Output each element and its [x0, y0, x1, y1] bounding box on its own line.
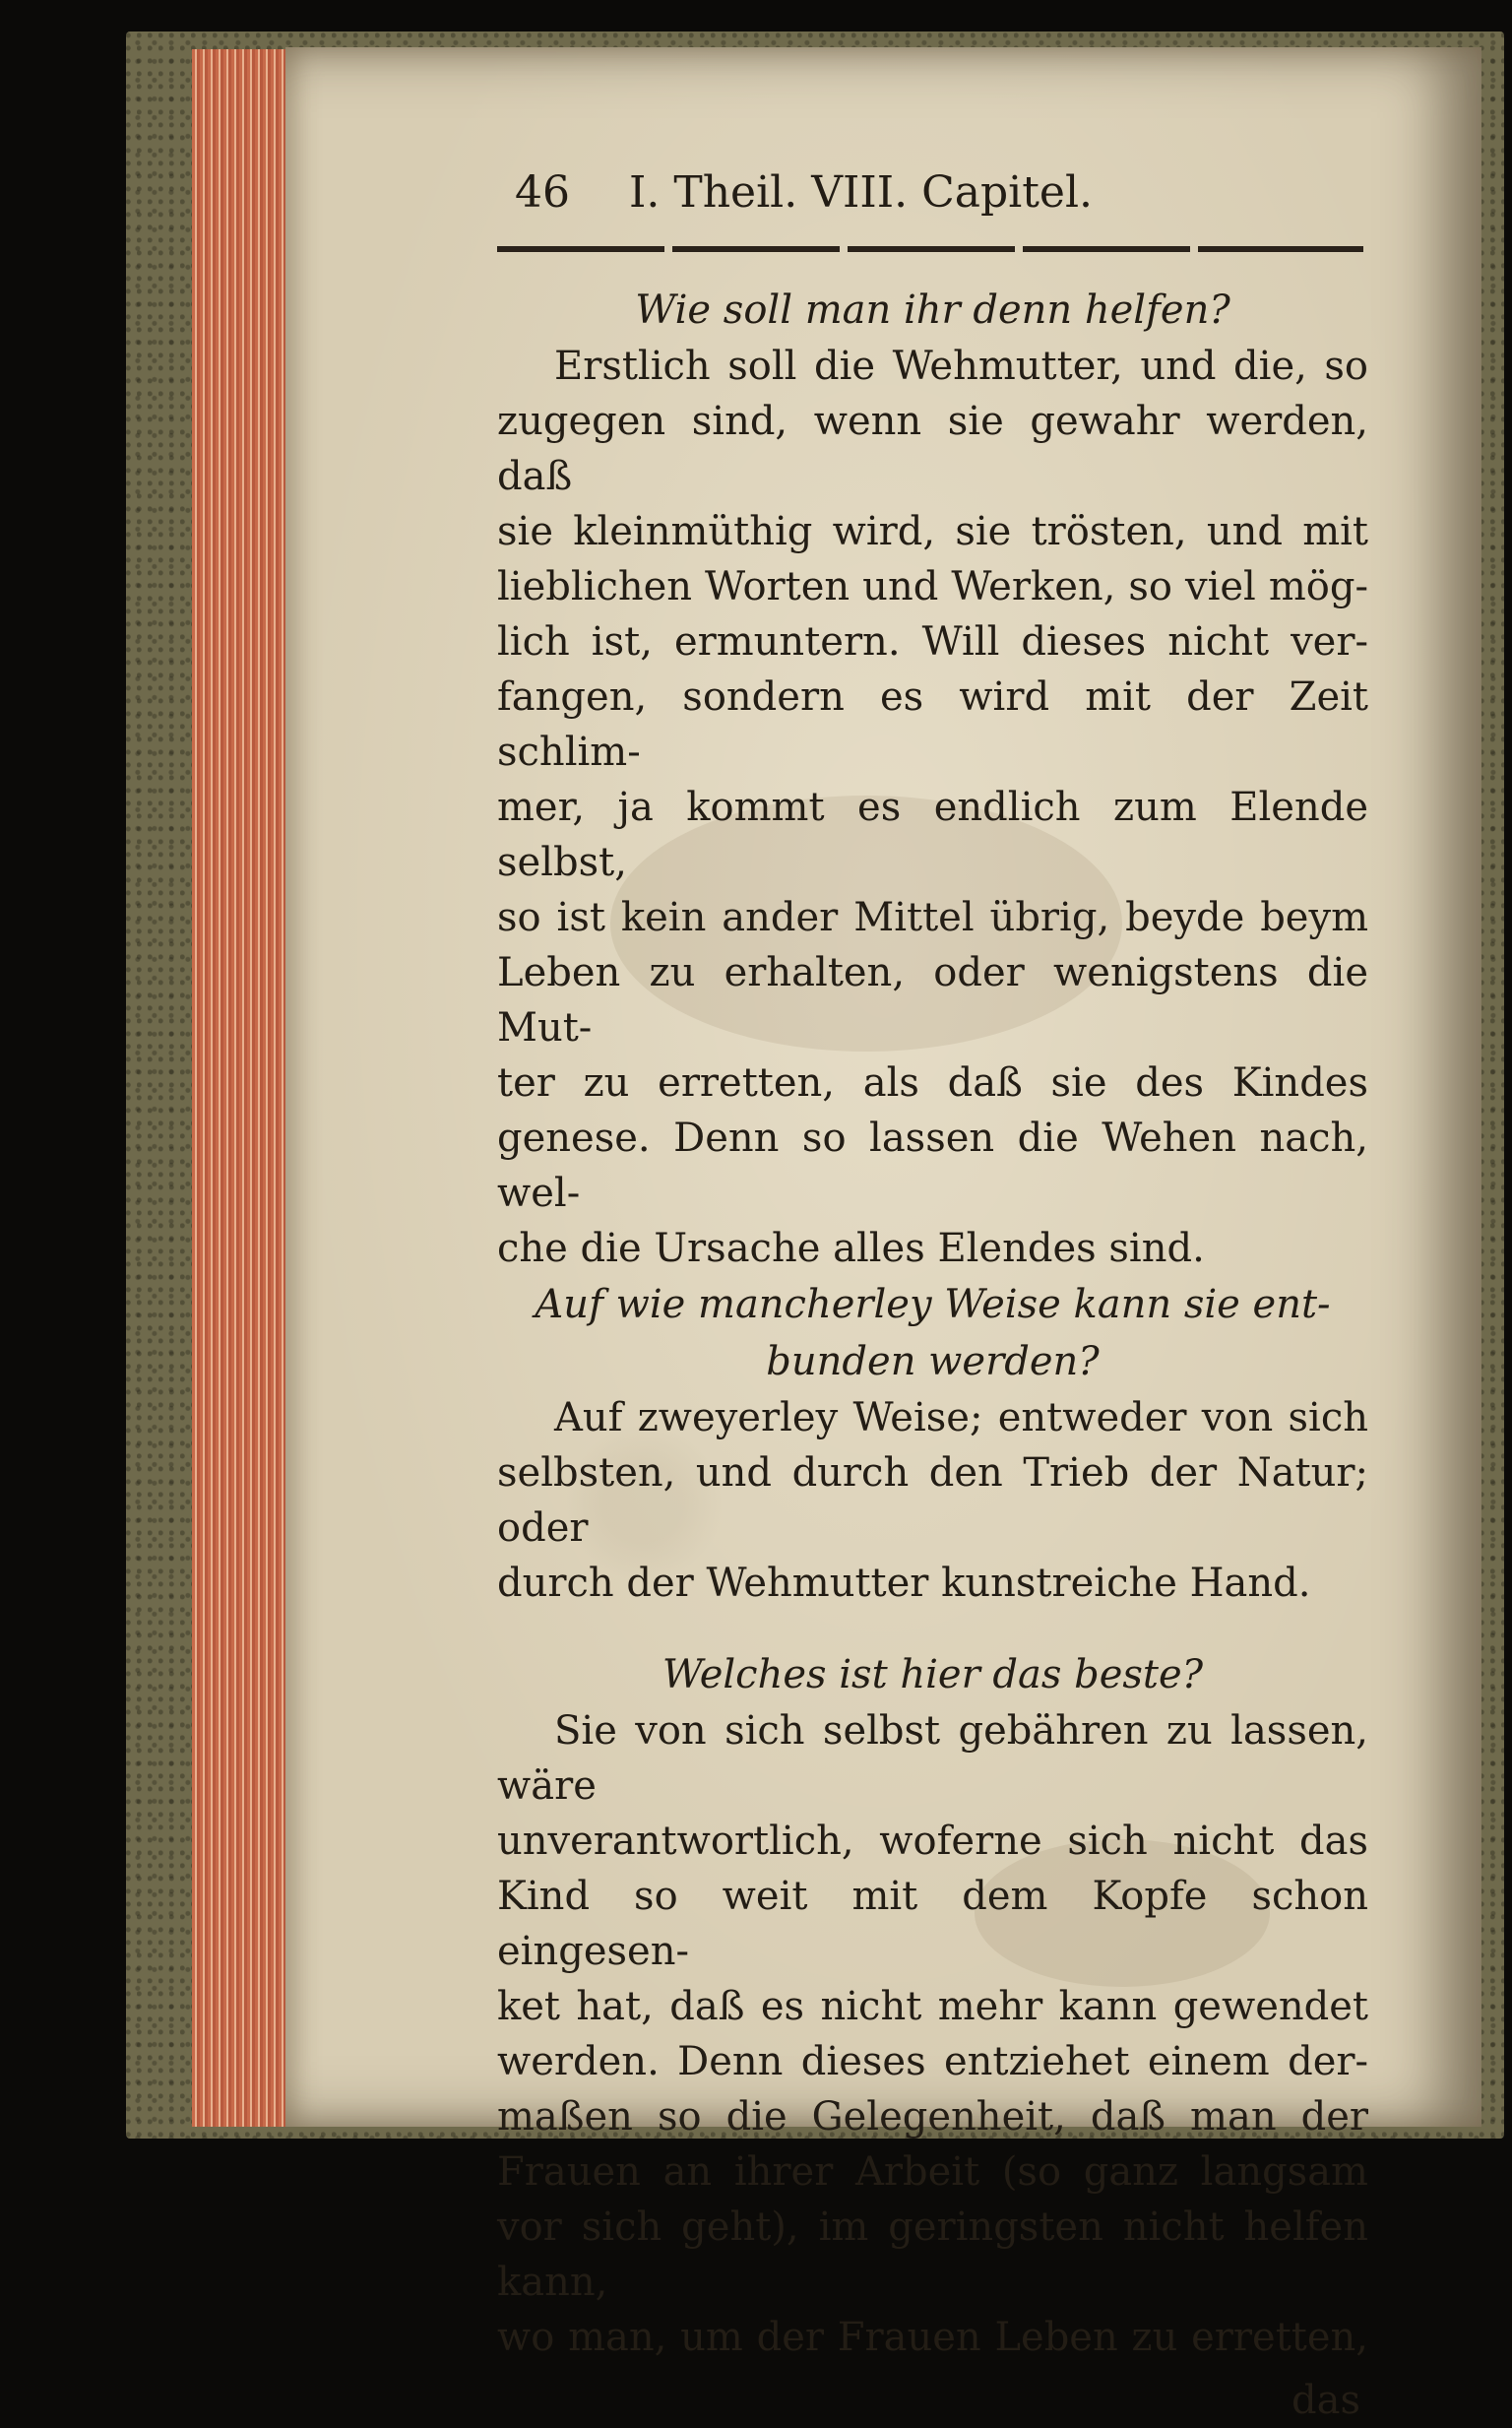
- answer-3: [497, 1703, 1368, 2365]
- text-line: zugegen sind, wenn sie gewahr werden, daß: [497, 399, 1368, 499]
- text-line: genese. Denn so lassen die Wehen nach, wel-: [497, 1116, 1368, 1216]
- text-line: Sie von sich selbst gebähren zu lassen, wäre: [497, 1708, 1368, 1809]
- text-line: lieblichen Worten und Werken, so viel mög-: [497, 564, 1368, 609]
- page-number: 46: [515, 167, 570, 218]
- text-line: Kind so weit mit dem Kopfe schon eingesen-: [497, 1874, 1368, 1974]
- section-gap: [497, 1611, 1368, 1646]
- text-line: ket hat, daß es nicht mehr kann gewendet: [497, 1984, 1368, 2029]
- header-rule: [497, 246, 1363, 252]
- page-header: [515, 167, 1368, 236]
- text-line: so ist kein ander Mittel übrig, beyde beym: [497, 895, 1368, 940]
- text-line: lich ist, ermuntern. Will dieses nicht ver-: [497, 619, 1368, 665]
- text-line: Erstlich soll die Wehmutter, und die, so: [554, 344, 1368, 389]
- answer-1: [497, 339, 1368, 1276]
- text-line: Wie soll man ihr denn helfen?: [635, 288, 1230, 333]
- page-edges: [192, 49, 300, 2127]
- text-line: wo man, um der Frauen Leben zu erretten,: [497, 2315, 1368, 2360]
- text-line: Leben zu erhalten, oder wenigstens die Mut-: [497, 950, 1368, 1051]
- text-line: sie kleinmüthig wird, sie trösten, und mit: [497, 509, 1368, 554]
- text-line: Auf wie mancherley Weise kann sie ent-: [535, 1282, 1331, 1327]
- text-line: fangen, sondern es wird mit der Zeit schlim-: [497, 674, 1368, 775]
- text-line: Frauen an ihrer Arbeit (so ganz langsam: [497, 2149, 1368, 2195]
- answer-2: [497, 1390, 1368, 1611]
- text-line: vor sich geht), im geringsten nicht helfen kann,: [497, 2204, 1368, 2305]
- text-line: che die Ursache alles Elendes sind.: [497, 1226, 1205, 1271]
- question-3: [497, 1646, 1368, 1703]
- text-line: werden. Denn dieses entziehet einem der-: [497, 2039, 1368, 2084]
- text-line: mer, ja kommt es endlich zum Elende selbst,: [497, 785, 1368, 885]
- text-line: Auf zweyerley Weise; entweder von sich: [554, 1395, 1368, 1440]
- page-text: [497, 167, 1368, 2428]
- text-line: selbsten, und durch den Trieb der Natur; oder: [497, 1450, 1368, 1551]
- question-1: [497, 282, 1368, 339]
- catchword: das: [1292, 2378, 1360, 2423]
- text-line: unverantwortlich, woferne sich nicht das: [497, 1819, 1368, 1864]
- question-2: [497, 1276, 1368, 1390]
- text-line: Welches ist hier das beste?: [662, 1652, 1204, 1697]
- text-line: maßen so die Gelegenheit, daß man der: [497, 2094, 1368, 2140]
- text-line: ter zu erretten, als daß sie des Kindes: [497, 1060, 1368, 1106]
- text-line: bunden werden?: [766, 1339, 1100, 1384]
- running-head: I. Theil. VIII. Capitel.: [629, 167, 1094, 218]
- text-line: durch der Wehmutter kunstreiche Hand.: [497, 1561, 1311, 1606]
